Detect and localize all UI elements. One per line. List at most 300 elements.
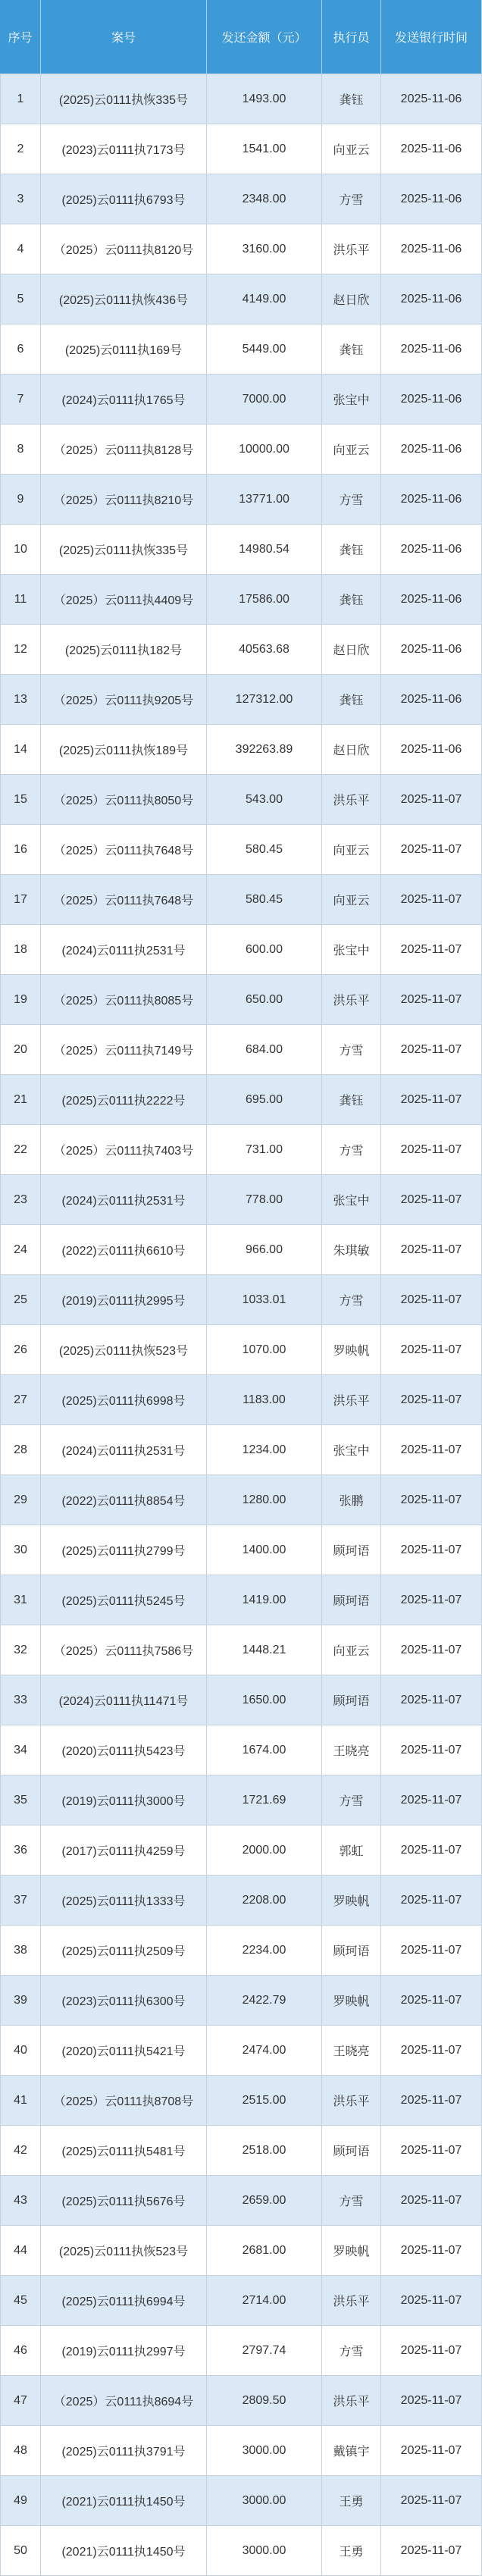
cell-officer: 龚钰 — [322, 525, 381, 575]
cell-index: 21 — [0, 1075, 41, 1125]
cell-case-number: (2024)云0111执1765号 — [41, 374, 207, 425]
table-row — [0, 1025, 482, 1075]
cell-amount: 17586.00 — [207, 575, 322, 625]
table-row — [0, 1625, 482, 1675]
cell-send-date: 2025-11-07 — [381, 1075, 482, 1125]
cell-officer: 王晓亮 — [322, 1725, 381, 1775]
table-row — [0, 875, 482, 925]
cell-send-date: 2025-11-07 — [381, 1575, 482, 1625]
cell-send-date: 2025-11-06 — [381, 124, 482, 174]
cell-index: 25 — [0, 1275, 41, 1325]
cell-officer: 方雪 — [322, 174, 381, 224]
table-row — [0, 2526, 482, 2576]
cell-officer: 洪乐平 — [322, 775, 381, 825]
cell-amount: 2681.00 — [207, 2226, 322, 2276]
cell-amount: 2515.00 — [207, 2076, 322, 2126]
cell-officer: 方雪 — [322, 475, 381, 525]
cell-case-number: （2025）云0111执8708号 — [41, 2076, 207, 2126]
cell-amount: 1721.69 — [207, 1775, 322, 1825]
table-row — [0, 1775, 482, 1825]
cell-case-number: (2025)云0111执恢189号 — [41, 725, 207, 775]
cell-send-date: 2025-11-07 — [381, 825, 482, 875]
table-row — [0, 1976, 482, 2026]
cell-index: 11 — [0, 575, 41, 625]
cell-officer: 赵日欣 — [322, 625, 381, 675]
cell-index: 36 — [0, 1825, 41, 1876]
header-officer: 执行员 — [322, 0, 381, 74]
cell-amount: 650.00 — [207, 975, 322, 1025]
table-row — [0, 74, 482, 124]
cell-officer: 向亚云 — [322, 1625, 381, 1675]
cell-case-number: (2025)云0111执恢335号 — [41, 74, 207, 124]
cell-officer: 张宝中 — [322, 1425, 381, 1475]
table-row — [0, 525, 482, 575]
cell-case-number: (2025)云0111执5245号 — [41, 1575, 207, 1625]
cell-amount: 2208.00 — [207, 1876, 322, 1926]
table-row — [0, 725, 482, 775]
cell-amount: 5449.00 — [207, 324, 322, 374]
cell-amount: 1070.00 — [207, 1325, 322, 1375]
cell-send-date: 2025-11-07 — [381, 2376, 482, 2426]
cell-officer: 向亚云 — [322, 875, 381, 925]
cell-officer: 洪乐平 — [322, 2076, 381, 2126]
cell-officer: 郭虹 — [322, 1825, 381, 1876]
cell-officer: 朱琪敏 — [322, 1225, 381, 1275]
cell-send-date: 2025-11-07 — [381, 1175, 482, 1225]
cell-send-date: 2025-11-07 — [381, 975, 482, 1025]
cell-amount: 2714.00 — [207, 2276, 322, 2326]
cell-index: 9 — [0, 475, 41, 525]
cell-amount: 695.00 — [207, 1075, 322, 1125]
cell-index: 46 — [0, 2326, 41, 2376]
cell-amount: 2809.50 — [207, 2376, 322, 2426]
cell-send-date: 2025-11-07 — [381, 2426, 482, 2476]
cell-officer: 顾珂语 — [322, 1675, 381, 1725]
cell-send-date: 2025-11-07 — [381, 925, 482, 975]
cell-officer: 戴镇宇 — [322, 2426, 381, 2476]
table-row — [0, 2126, 482, 2176]
table-row — [0, 2326, 482, 2376]
cell-send-date: 2025-11-07 — [381, 2126, 482, 2176]
cell-index: 1 — [0, 74, 41, 124]
cell-amount: 2659.00 — [207, 2176, 322, 2226]
cell-officer: 方雪 — [322, 2326, 381, 2376]
cell-amount: 1674.00 — [207, 1725, 322, 1775]
cell-send-date: 2025-11-07 — [381, 1525, 482, 1575]
cell-amount: 10000.00 — [207, 425, 322, 475]
cell-send-date: 2025-11-07 — [381, 2076, 482, 2126]
cell-case-number: (2025)云0111执3791号 — [41, 2426, 207, 2476]
cell-index: 26 — [0, 1325, 41, 1375]
cell-case-number: (2025)云0111执5481号 — [41, 2126, 207, 2176]
cell-send-date: 2025-11-07 — [381, 2026, 482, 2076]
table-row — [0, 1575, 482, 1625]
table-row — [0, 2426, 482, 2476]
cell-officer: 张鹏 — [322, 1475, 381, 1525]
cell-send-date: 2025-11-06 — [381, 274, 482, 324]
cell-officer: 赵日欣 — [322, 274, 381, 324]
cell-amount: 684.00 — [207, 1025, 322, 1075]
cell-send-date: 2025-11-06 — [381, 374, 482, 425]
cell-case-number: (2025)云0111执恢335号 — [41, 525, 207, 575]
cell-officer: 罗映帆 — [322, 2226, 381, 2276]
cell-send-date: 2025-11-07 — [381, 1325, 482, 1375]
cell-officer: 龚钰 — [322, 1075, 381, 1125]
cell-officer: 顾珂语 — [322, 2126, 381, 2176]
cell-amount: 731.00 — [207, 1125, 322, 1175]
cell-amount: 13771.00 — [207, 475, 322, 525]
cell-send-date: 2025-11-07 — [381, 875, 482, 925]
cell-case-number: (2025)云0111执1333号 — [41, 1876, 207, 1926]
cell-send-date: 2025-11-06 — [381, 575, 482, 625]
table-row — [0, 1475, 482, 1525]
table-row — [0, 124, 482, 174]
cell-officer: 向亚云 — [322, 425, 381, 475]
table-row — [0, 1675, 482, 1725]
cell-amount: 2422.79 — [207, 1976, 322, 2026]
cell-case-number: (2025)云0111执恢523号 — [41, 1325, 207, 1375]
cell-send-date: 2025-11-07 — [381, 1125, 482, 1175]
cell-case-number: (2025)云0111执6793号 — [41, 174, 207, 224]
cell-amount: 966.00 — [207, 1225, 322, 1275]
cell-amount: 543.00 — [207, 775, 322, 825]
cell-case-number: (2022)云0111执6610号 — [41, 1225, 207, 1275]
cell-index: 27 — [0, 1375, 41, 1425]
cell-case-number: (2023)云0111执6300号 — [41, 1976, 207, 2026]
cell-send-date: 2025-11-06 — [381, 475, 482, 525]
cell-index: 38 — [0, 1926, 41, 1976]
cell-case-number: (2025)云0111执恢523号 — [41, 2226, 207, 2276]
cell-send-date: 2025-11-07 — [381, 2326, 482, 2376]
table-row — [0, 2226, 482, 2276]
table-row — [0, 2076, 482, 2126]
cell-case-number: （2025）云0111执8085号 — [41, 975, 207, 1025]
cell-index: 47 — [0, 2376, 41, 2426]
cell-send-date: 2025-11-07 — [381, 1926, 482, 1976]
cell-case-number: (2017)云0111执4259号 — [41, 1825, 207, 1876]
cell-officer: 张宝中 — [322, 1175, 381, 1225]
cell-send-date: 2025-11-06 — [381, 74, 482, 124]
cell-index: 44 — [0, 2226, 41, 2276]
cell-case-number: （2025）云0111执8120号 — [41, 224, 207, 274]
cell-case-number: （2025）云0111执7648号 — [41, 825, 207, 875]
cell-case-number: (2021)云0111执1450号 — [41, 2526, 207, 2576]
cell-case-number: (2023)云0111执7173号 — [41, 124, 207, 174]
cell-amount: 3000.00 — [207, 2476, 322, 2526]
cell-send-date: 2025-11-07 — [381, 1725, 482, 1775]
cell-index: 4 — [0, 224, 41, 274]
table-row — [0, 2176, 482, 2226]
cell-case-number: (2020)云0111执5423号 — [41, 1725, 207, 1775]
cell-officer: 向亚云 — [322, 124, 381, 174]
cell-officer: 龚钰 — [322, 74, 381, 124]
table-row — [0, 374, 482, 425]
table-row — [0, 2376, 482, 2426]
cell-amount: 1493.00 — [207, 74, 322, 124]
cell-amount: 127312.00 — [207, 675, 322, 725]
table-header — [0, 0, 482, 74]
cell-amount: 778.00 — [207, 1175, 322, 1225]
cell-send-date: 2025-11-07 — [381, 1625, 482, 1675]
cell-case-number: （2025）云0111执7648号 — [41, 875, 207, 925]
cell-officer: 洪乐平 — [322, 975, 381, 1025]
cell-send-date: 2025-11-06 — [381, 224, 482, 274]
table-row — [0, 425, 482, 475]
cell-officer: 龚钰 — [322, 675, 381, 725]
cell-send-date: 2025-11-07 — [381, 1825, 482, 1876]
cell-index: 22 — [0, 1125, 41, 1175]
cell-amount: 1650.00 — [207, 1675, 322, 1725]
cell-officer: 王晓亮 — [322, 2026, 381, 2076]
cell-amount: 1448.21 — [207, 1625, 322, 1675]
cell-case-number: (2025)云0111执182号 — [41, 625, 207, 675]
table-row — [0, 1725, 482, 1775]
cell-officer: 罗映帆 — [322, 1876, 381, 1926]
cell-index: 13 — [0, 675, 41, 725]
cell-send-date: 2025-11-06 — [381, 675, 482, 725]
cell-index: 3 — [0, 174, 41, 224]
cell-amount: 3000.00 — [207, 2426, 322, 2476]
cell-amount: 4149.00 — [207, 274, 322, 324]
cell-send-date: 2025-11-07 — [381, 1675, 482, 1725]
cell-officer: 方雪 — [322, 1125, 381, 1175]
cell-send-date: 2025-11-07 — [381, 775, 482, 825]
cell-send-date: 2025-11-07 — [381, 1375, 482, 1425]
cell-amount: 14980.54 — [207, 525, 322, 575]
cell-index: 41 — [0, 2076, 41, 2126]
cell-case-number: (2024)云0111执11471号 — [41, 1675, 207, 1725]
cell-index: 50 — [0, 2526, 41, 2576]
cell-case-number: （2025）云0111执7403号 — [41, 1125, 207, 1175]
cell-amount: 1234.00 — [207, 1425, 322, 1475]
cell-index: 30 — [0, 1525, 41, 1575]
cell-index: 16 — [0, 825, 41, 875]
cell-case-number: (2025)云0111执2799号 — [41, 1525, 207, 1575]
table-row — [0, 1825, 482, 1876]
table-row — [0, 575, 482, 625]
cell-index: 35 — [0, 1775, 41, 1825]
cell-case-number: (2025)云0111执恢436号 — [41, 274, 207, 324]
cell-index: 8 — [0, 425, 41, 475]
cell-case-number: (2024)云0111执2531号 — [41, 1175, 207, 1225]
cell-send-date: 2025-11-07 — [381, 2276, 482, 2326]
table-row — [0, 324, 482, 374]
table-row — [0, 925, 482, 975]
table-row — [0, 224, 482, 274]
table-row — [0, 1275, 482, 1325]
cell-send-date: 2025-11-07 — [381, 1475, 482, 1525]
cell-index: 32 — [0, 1625, 41, 1675]
table-row — [0, 274, 482, 324]
cell-amount: 1183.00 — [207, 1375, 322, 1425]
table-row — [0, 975, 482, 1025]
cell-send-date: 2025-11-07 — [381, 2176, 482, 2226]
header-case-number: 案号 — [41, 0, 207, 74]
table-row — [0, 1225, 482, 1275]
cell-officer: 罗映帆 — [322, 1976, 381, 2026]
cell-officer: 方雪 — [322, 1275, 381, 1325]
cell-officer: 洪乐平 — [322, 1375, 381, 1425]
cell-case-number: (2019)云0111执3000号 — [41, 1775, 207, 1825]
cell-officer: 罗映帆 — [322, 1325, 381, 1375]
cell-index: 23 — [0, 1175, 41, 1225]
cell-index: 6 — [0, 324, 41, 374]
cell-send-date: 2025-11-07 — [381, 1876, 482, 1926]
cell-case-number: (2024)云0111执2531号 — [41, 1425, 207, 1475]
table-row — [0, 174, 482, 224]
cell-amount: 1400.00 — [207, 1525, 322, 1575]
cell-send-date: 2025-11-07 — [381, 1425, 482, 1475]
cell-index: 33 — [0, 1675, 41, 1725]
cell-amount: 1033.01 — [207, 1275, 322, 1325]
cell-send-date: 2025-11-07 — [381, 1025, 482, 1075]
cell-index: 14 — [0, 725, 41, 775]
cell-send-date: 2025-11-06 — [381, 174, 482, 224]
cell-index: 34 — [0, 1725, 41, 1775]
cell-officer: 方雪 — [322, 1775, 381, 1825]
cell-index: 20 — [0, 1025, 41, 1075]
cell-case-number: (2025)云0111执2509号 — [41, 1926, 207, 1976]
cell-case-number: (2025)云0111执169号 — [41, 324, 207, 374]
table-row — [0, 675, 482, 725]
cell-index: 10 — [0, 525, 41, 575]
table-row — [0, 1425, 482, 1475]
cell-officer: 张宝中 — [322, 374, 381, 425]
cell-send-date: 2025-11-07 — [381, 2476, 482, 2526]
cell-index: 18 — [0, 925, 41, 975]
header-amount: 发还金额（元） — [207, 0, 322, 74]
cell-officer: 洪乐平 — [322, 2276, 381, 2326]
cell-amount: 2474.00 — [207, 2026, 322, 2076]
cell-case-number: (2025)云0111执6994号 — [41, 2276, 207, 2326]
cell-case-number: （2025）云0111执7586号 — [41, 1625, 207, 1675]
cell-amount: 580.45 — [207, 825, 322, 875]
cell-index: 49 — [0, 2476, 41, 2526]
cell-case-number: (2025)云0111执5676号 — [41, 2176, 207, 2226]
cell-officer: 龚钰 — [322, 324, 381, 374]
cell-send-date: 2025-11-06 — [381, 725, 482, 775]
cell-case-number: （2025）云0111执9205号 — [41, 675, 207, 725]
cell-amount: 600.00 — [207, 925, 322, 975]
cell-index: 29 — [0, 1475, 41, 1525]
cell-officer: 王勇 — [322, 2526, 381, 2576]
cell-index: 19 — [0, 975, 41, 1025]
cell-amount: 40563.68 — [207, 625, 322, 675]
table-row — [0, 2476, 482, 2526]
cell-case-number: （2025）云0111执8210号 — [41, 475, 207, 525]
cell-amount: 3160.00 — [207, 224, 322, 274]
cell-send-date: 2025-11-07 — [381, 2226, 482, 2276]
cell-amount: 1541.00 — [207, 124, 322, 174]
cell-index: 45 — [0, 2276, 41, 2326]
cell-index: 17 — [0, 875, 41, 925]
header-send-date: 发送银行时间 — [381, 0, 482, 74]
cell-amount: 392263.89 — [207, 725, 322, 775]
cell-amount: 7000.00 — [207, 374, 322, 425]
cell-case-number: （2025）云0111执8128号 — [41, 425, 207, 475]
cell-index: 2 — [0, 124, 41, 174]
cell-send-date: 2025-11-06 — [381, 425, 482, 475]
cell-case-number: (2025)云0111执2222号 — [41, 1075, 207, 1125]
cell-amount: 2518.00 — [207, 2126, 322, 2176]
cell-index: 42 — [0, 2126, 41, 2176]
cell-officer: 顾珂语 — [322, 1575, 381, 1625]
table-body — [0, 74, 482, 2576]
cell-index: 28 — [0, 1425, 41, 1475]
table-row — [0, 1926, 482, 1976]
cell-case-number: （2025）云0111执8694号 — [41, 2376, 207, 2426]
cell-officer: 方雪 — [322, 1025, 381, 1075]
cell-officer: 顾珂语 — [322, 1926, 381, 1976]
cell-send-date: 2025-11-07 — [381, 1775, 482, 1825]
cell-amount: 2000.00 — [207, 1825, 322, 1876]
cell-case-number: (2024)云0111执2531号 — [41, 925, 207, 975]
cell-index: 48 — [0, 2426, 41, 2476]
cell-case-number: (2022)云0111执8854号 — [41, 1475, 207, 1525]
cell-case-number: （2025）云0111执8050号 — [41, 775, 207, 825]
cell-case-number: (2021)云0111执1450号 — [41, 2476, 207, 2526]
cell-officer: 龚钰 — [322, 575, 381, 625]
cell-case-number: (2025)云0111执6998号 — [41, 1375, 207, 1425]
cell-send-date: 2025-11-07 — [381, 2526, 482, 2576]
cell-officer: 王勇 — [322, 2476, 381, 2526]
cell-amount: 2234.00 — [207, 1926, 322, 1976]
table-row — [0, 1175, 482, 1225]
cell-index: 37 — [0, 1876, 41, 1926]
cell-send-date: 2025-11-07 — [381, 1225, 482, 1275]
cell-officer: 洪乐平 — [322, 224, 381, 274]
cell-index: 7 — [0, 374, 41, 425]
cell-amount: 3000.00 — [207, 2526, 322, 2576]
cell-officer: 顾珂语 — [322, 1525, 381, 1575]
table-row — [0, 2276, 482, 2326]
cell-send-date: 2025-11-06 — [381, 324, 482, 374]
cell-case-number: （2025）云0111执4409号 — [41, 575, 207, 625]
cell-amount: 1419.00 — [207, 1575, 322, 1625]
cell-case-number: (2019)云0111执2995号 — [41, 1275, 207, 1325]
cell-case-number: (2019)云0111执2997号 — [41, 2326, 207, 2376]
cell-amount: 1280.00 — [207, 1475, 322, 1525]
table-row — [0, 1525, 482, 1575]
cell-index: 39 — [0, 1976, 41, 2026]
cell-amount: 580.45 — [207, 875, 322, 925]
cell-officer: 洪乐平 — [322, 2376, 381, 2426]
table-row — [0, 475, 482, 525]
cell-officer: 方雪 — [322, 2176, 381, 2226]
cell-case-number: （2025）云0111执7149号 — [41, 1025, 207, 1075]
cell-index: 40 — [0, 2026, 41, 2076]
cell-index: 15 — [0, 775, 41, 825]
cell-amount: 2797.74 — [207, 2326, 322, 2376]
cell-index: 12 — [0, 625, 41, 675]
table-row — [0, 1375, 482, 1425]
table-row — [0, 625, 482, 675]
table-row — [0, 1125, 482, 1175]
cell-index: 5 — [0, 274, 41, 324]
header-index: 序号 — [0, 0, 41, 74]
cell-case-number: (2020)云0111执5421号 — [41, 2026, 207, 2076]
cell-officer: 向亚云 — [322, 825, 381, 875]
cell-index: 31 — [0, 1575, 41, 1625]
cell-officer: 张宝中 — [322, 925, 381, 975]
table-row — [0, 775, 482, 825]
table-row — [0, 1075, 482, 1125]
table-row — [0, 1876, 482, 1926]
cell-index: 24 — [0, 1225, 41, 1275]
cell-index: 43 — [0, 2176, 41, 2226]
table-row — [0, 2026, 482, 2076]
cell-officer: 赵日欣 — [322, 725, 381, 775]
